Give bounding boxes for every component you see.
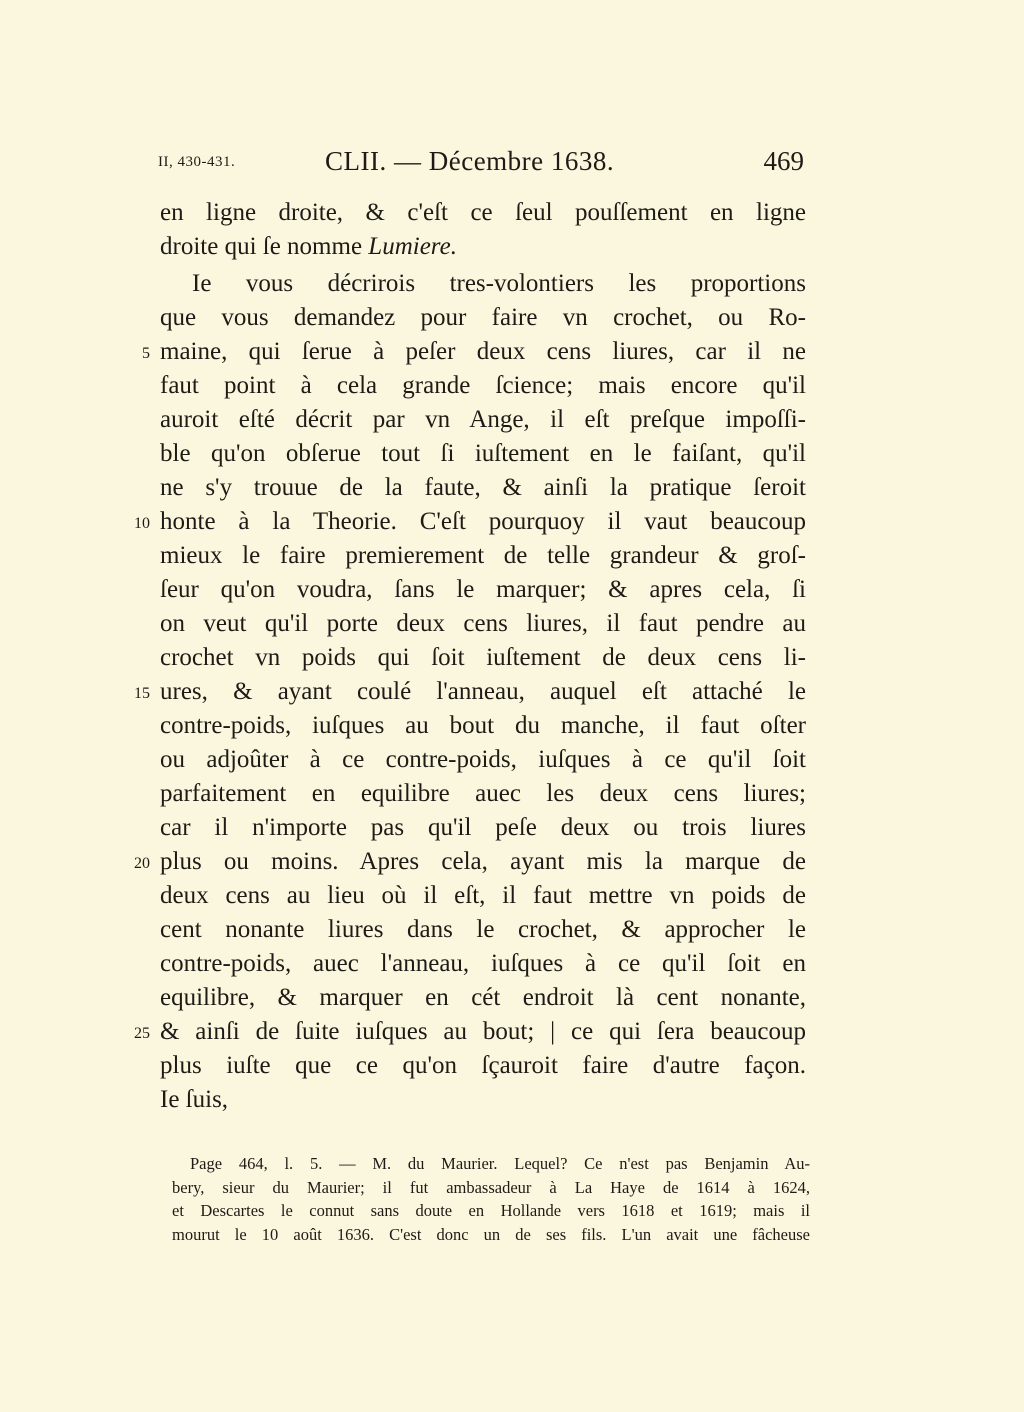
text-line: ures, & ayant coulé l'anneau, auquel eſt attaché le: [160, 678, 806, 705]
text-line: [160, 232, 806, 262]
line-number: 15: [134, 685, 150, 702]
text-line: mieux le faire premierement de telle grandeur & groſ-: [160, 542, 806, 569]
text-line: deux cens au lieu où il eſt, il faut mettre vn poids de: [160, 882, 806, 909]
text-line: que vous demandez pour faire vn crochet, ou Ro-: [160, 304, 806, 331]
text-line-part: droite qui ſe nomme: [160, 233, 363, 260]
text-line: plus iuſte que ce qu'on ſçauroit faire d'autre façon.: [160, 1052, 806, 1079]
page-title: CLII. — Décembre 1638.: [325, 146, 615, 176]
text-line: ne s'y trouue de la faute, & ainſi la pratique ſeroit: [160, 474, 806, 501]
text-line: Ie vous décrirois tres-volontiers les proportions: [192, 270, 806, 297]
page-number: 469: [763, 146, 804, 176]
text-line: auroit eſté décrit par vn Ange, il eſt preſque impoſſi-: [160, 406, 806, 433]
text-line: parfaitement en equilibre auec les deux cens liures;: [160, 780, 806, 807]
text-line: Ie ſuis,: [160, 1086, 229, 1113]
text-line: honte à la Theorie. C'eſt pourquoy il vaut beaucoup: [160, 508, 806, 535]
footnote-line: bery, sieur du Maurier; il fut ambassadeur à La Haye de 1614 à 1624,: [172, 1177, 810, 1197]
line-number: 20: [134, 855, 150, 872]
text-line: en ligne droite, & c'eſt ce ſeul pouſſement en ligne: [160, 199, 806, 226]
text-line: ſeur qu'on voudra, ſans le marquer; & apres cela, ſi: [160, 576, 806, 603]
text-line: maine, qui ſerue à peſer deux cens liures, car il ne: [160, 338, 806, 365]
text-line: car il n'importe pas qu'il peſe deux ou trois liures: [160, 814, 806, 841]
text-line: contre-poids, iuſques au bout du manche, il faut oſter: [160, 712, 806, 739]
header-reference: II, 430-431.: [158, 154, 236, 170]
text-line: ou adjoûter à ce contre-poids, iuſques à ce qu'il ſoit: [160, 746, 806, 773]
footnote-line: Page 464, l. 5. — M. du Maurier. Lequel? Ce n'est pas Benjamin Au-: [190, 1154, 810, 1173]
text-line: equilibre, & marquer en cét endroit là cent nonante,: [160, 984, 806, 1011]
text-line: faut point à cela grande ſcience; mais encore qu'il: [160, 372, 806, 399]
line-number: 10: [134, 515, 150, 532]
footnote-line: et Descartes le connut sans doute en Hollande vers 1618 et 1619; mais il: [172, 1201, 810, 1220]
footnote-line: mourut le 10 août 1636. C'est donc un de ses fils. L'un avait une fâcheuse: [172, 1224, 810, 1244]
text-line: ble qu'on obſerue tout ſi iuſtement en le faiſant, qu'il: [160, 440, 806, 467]
text-line: cent nonante liures dans le crochet, & approcher le: [160, 916, 806, 943]
text-line: crochet vn poids qui ſoit iuſtement de deux cens li-: [160, 644, 806, 671]
text-line: contre-poids, auec l'anneau, iuſques à ce qu'il ſoit en: [160, 950, 806, 977]
italic-word: Lumiere.: [368, 233, 457, 260]
text-line: & ainſi de ſuite iuſques au bout; | ce qui ſera beaucoup: [160, 1018, 806, 1045]
line-number: 5: [142, 345, 150, 362]
text-line: on veut qu'il porte deux cens liures, il faut pendre au: [160, 610, 806, 637]
line-number: 25: [134, 1025, 150, 1042]
text-line: plus ou moins. Apres cela, ayant mis la marque de: [160, 848, 806, 875]
